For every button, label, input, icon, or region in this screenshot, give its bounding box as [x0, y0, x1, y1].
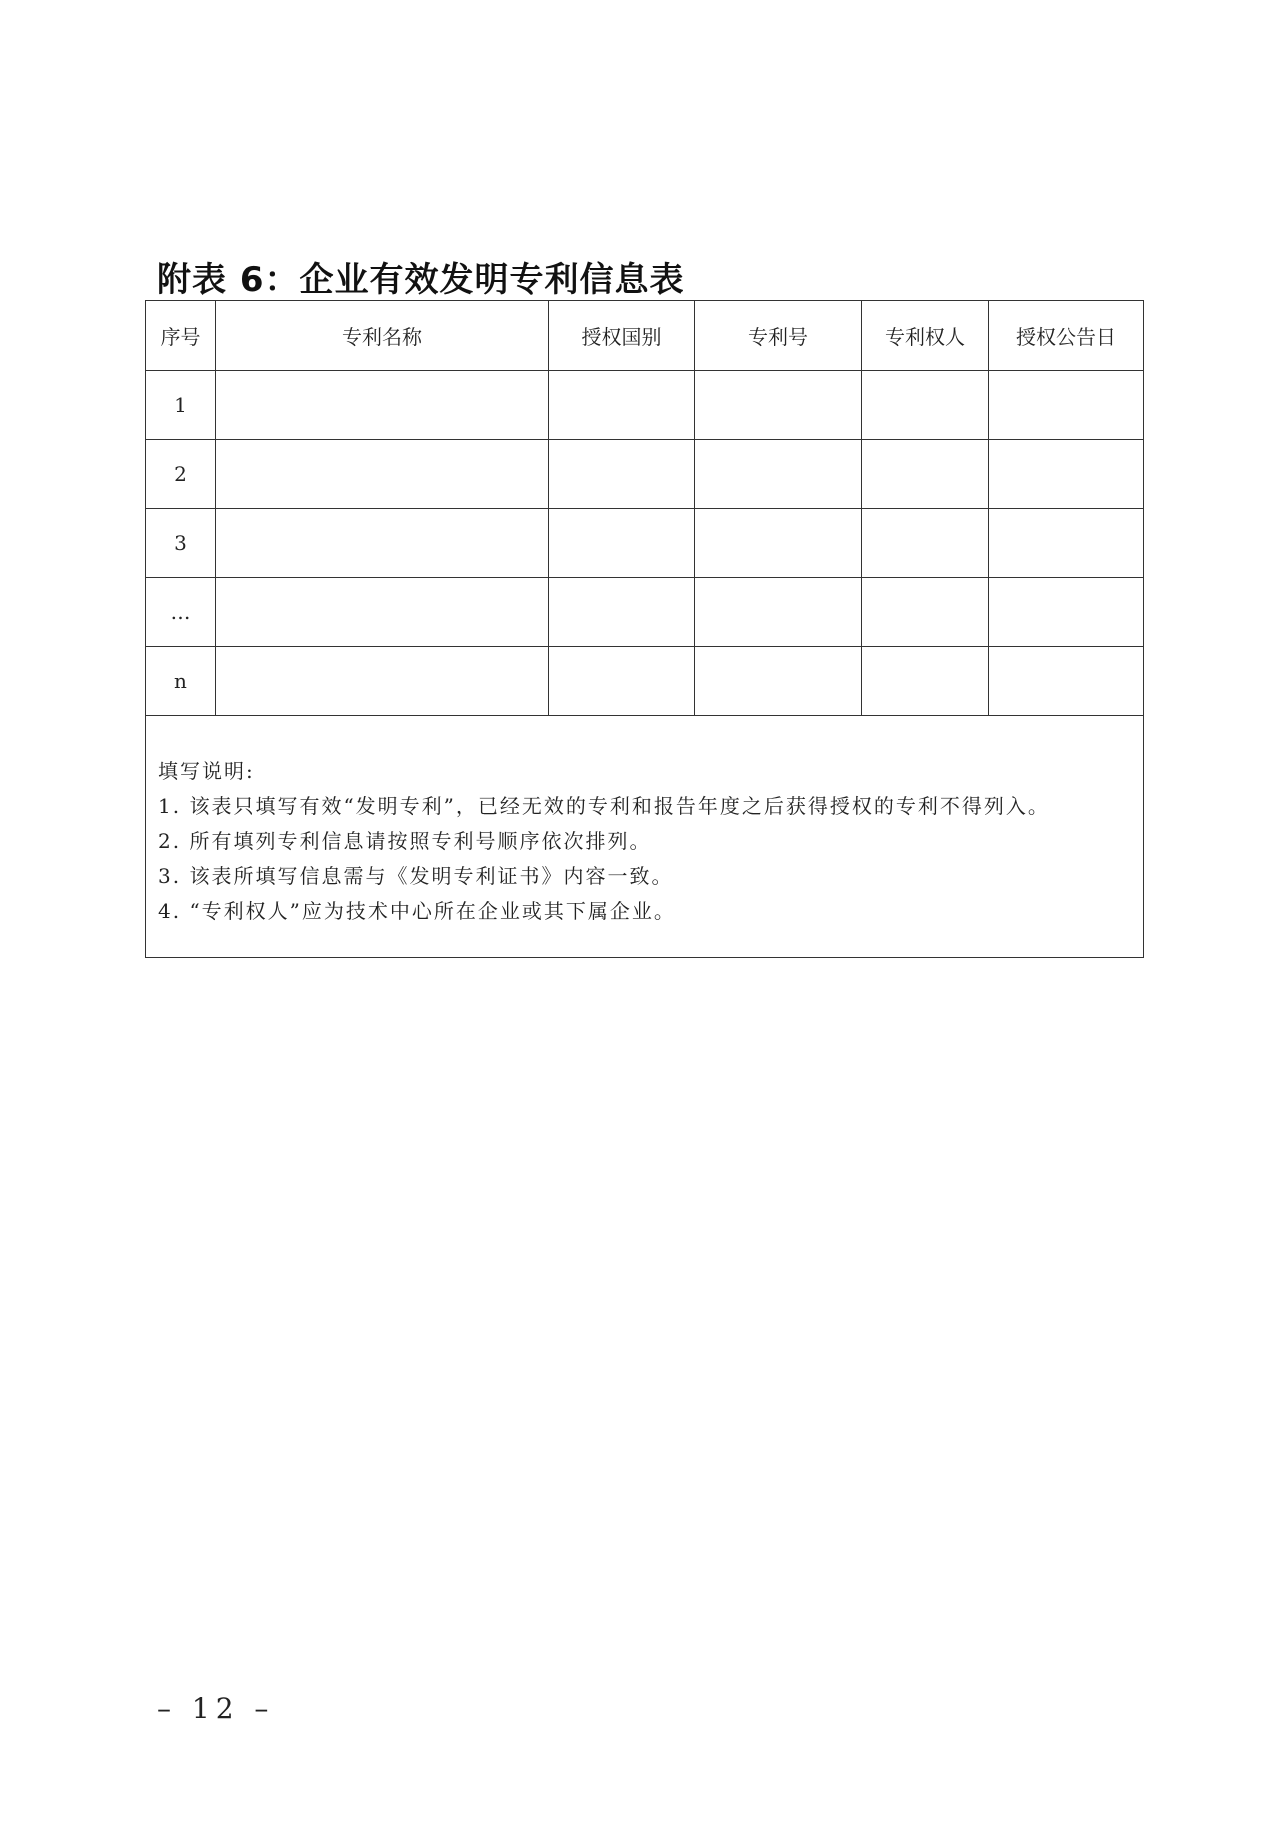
cell-grant-country — [549, 371, 695, 440]
header-grant-date: 授权公告日 — [989, 301, 1144, 371]
cell-patent-number — [695, 578, 862, 647]
cell-grant-date — [989, 647, 1144, 716]
cell-seq: 2 — [146, 440, 216, 509]
cell-grant-date — [989, 440, 1144, 509]
cell-seq: … — [146, 578, 216, 647]
header-patent-name: 专利名称 — [216, 301, 549, 371]
table-row — [146, 509, 1144, 578]
cell-patent-number — [695, 647, 862, 716]
table-row — [146, 371, 1144, 440]
cell-patent-number — [695, 509, 862, 578]
note-item: 4. “专利权人”应为技术中心所在企业或其下属企业。 — [158, 899, 676, 923]
cell-patent-number — [695, 440, 862, 509]
table-row — [146, 578, 1144, 647]
header-grant-country: 授权国别 — [549, 301, 695, 371]
cell-patent-holder — [862, 578, 989, 647]
cell-grant-date — [989, 578, 1144, 647]
note-item: 2. 所有填列专利信息请按照专利号顺序依次排列。 — [158, 829, 652, 853]
cell-seq: 1 — [146, 371, 216, 440]
patent-info-table — [145, 300, 1144, 958]
cell-grant-country — [549, 509, 695, 578]
table-row — [146, 440, 1144, 509]
cell-grant-country — [549, 440, 695, 509]
table-row — [146, 647, 1144, 716]
header-patent-holder: 专利权人 — [862, 301, 989, 371]
table-header-row — [146, 301, 1144, 371]
notes-row — [146, 716, 1144, 958]
cell-patent-name — [216, 647, 549, 716]
note-item: 1. 该表只填写有效“发明专利”，已经无效的专利和报告年度之后获得授权的专利不得列入。 — [158, 794, 1050, 818]
cell-patent-number — [695, 371, 862, 440]
cell-grant-date — [989, 509, 1144, 578]
cell-grant-country — [549, 578, 695, 647]
cell-seq: 3 — [146, 509, 216, 578]
header-patent-number: 专利号 — [695, 301, 862, 371]
cell-patent-name — [216, 509, 549, 578]
cell-patent-holder — [862, 647, 989, 716]
page-title: 附表 6：企业有效发明专利信息表 — [157, 260, 685, 300]
cell-patent-holder — [862, 371, 989, 440]
cell-patent-holder — [862, 509, 989, 578]
cell-patent-name — [216, 578, 549, 647]
cell-seq: n — [146, 647, 216, 716]
header-seq: 序号 — [146, 301, 216, 371]
notes-heading: 填写说明: — [158, 759, 255, 783]
cell-patent-name — [216, 371, 549, 440]
cell-patent-name — [216, 440, 549, 509]
cell-grant-country — [549, 647, 695, 716]
cell-grant-date — [989, 371, 1144, 440]
notes-cell — [146, 716, 1144, 958]
page-number: – 12 – — [157, 1692, 275, 1725]
cell-patent-holder — [862, 440, 989, 509]
note-item: 3. 该表所填写信息需与《发明专利证书》内容一致。 — [158, 864, 674, 888]
